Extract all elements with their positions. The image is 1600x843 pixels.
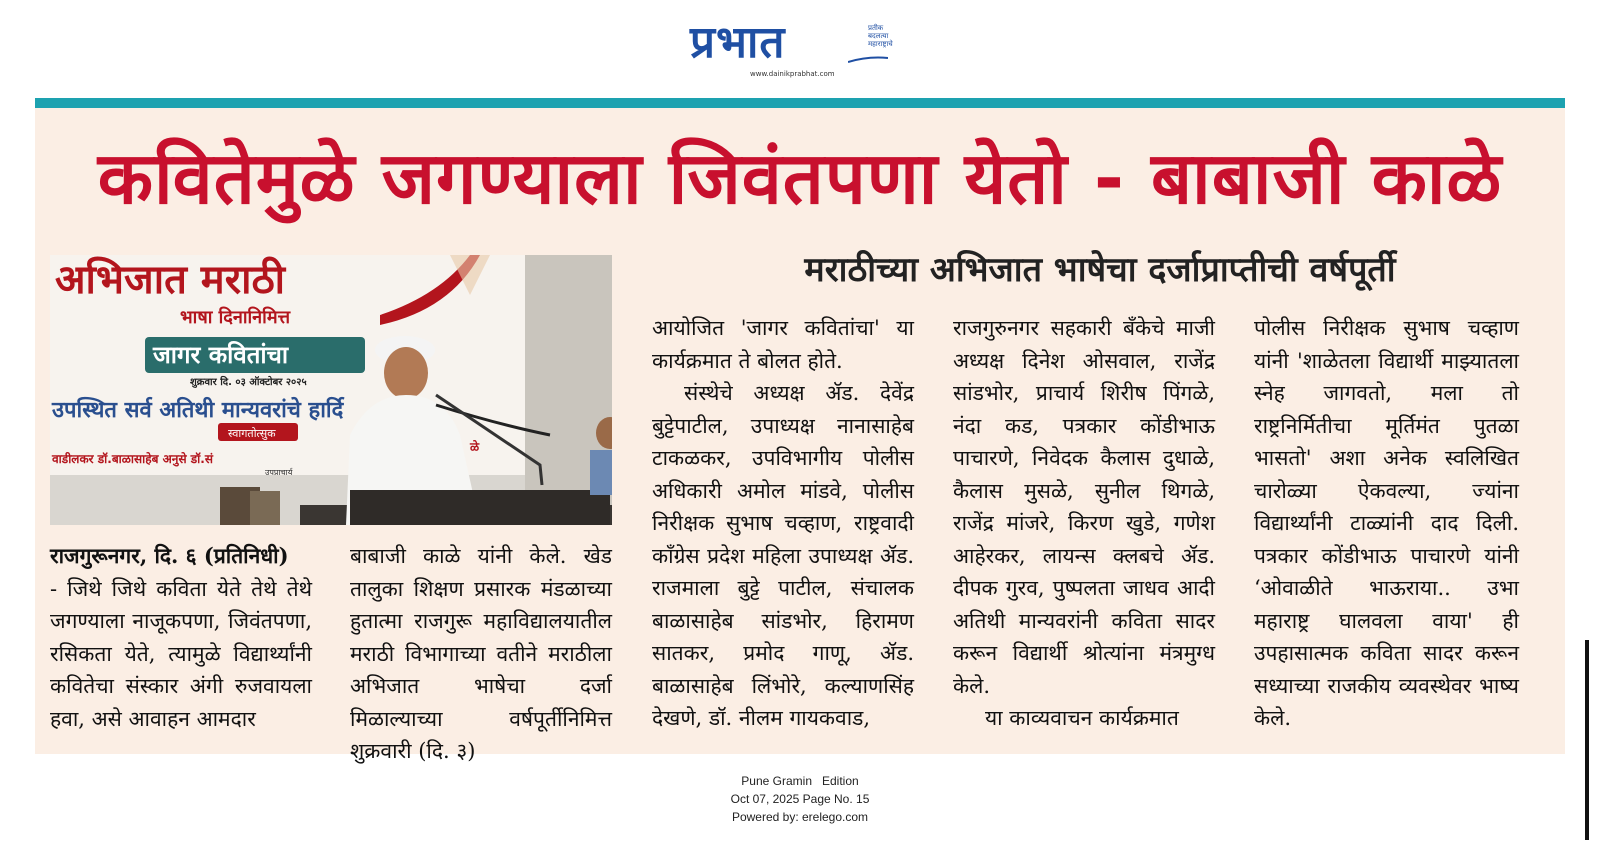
article-photo [50, 255, 612, 525]
article-column-3 [652, 312, 914, 735]
article-text: बाबाजी काळे यांनी केले. खेड तालुका शिक्षण प्रसारक मंडळाच्या हुतात्मा राजगुरू महाविद्यालयातील मराठी विभागाच्या वतीने मराठीला अभिजात भाषेचा दर्जा मिळाल्याच्या वर्षपूर्तीनिमित्त शुक्रवारी (दि. ३) [350, 544, 612, 763]
logo-tagline-line: महाराष्ट्राचे [868, 40, 893, 48]
logo-website: www.dainikprabhat.com [750, 70, 835, 78]
article-column-5 [1254, 312, 1519, 735]
logo-tagline [868, 24, 908, 48]
footer-edition: Pune Gramin Edition [741, 774, 859, 788]
banner-right: ळे [470, 440, 480, 454]
article-text: आयोजित 'जागर कवितांचा' या कार्यक्रमात ते बोलत होते. [652, 316, 914, 373]
article-column-4 [953, 312, 1215, 735]
masthead-logo [690, 18, 910, 80]
banner-names: वाडीलकर डॉ.बाळासाहेब अनुसे डॉ.सं [52, 452, 213, 466]
logo-text: प्रभात [690, 17, 786, 68]
event-photo-illustration [50, 255, 612, 525]
banner-date: शुक्रवार दि. ०३ ऑक्टोबर २०२५ [190, 377, 307, 388]
article-text: या काव्यवाचन कार्यक्रमात [985, 706, 1179, 730]
article-text: राजगुरुनगर सहकारी बँकेचे माजी अध्यक्ष दिनेश ओसवाल, राजेंद्र सांडभोर, प्राचार्य शिरीष पिंगळे, नंदा कड, पत्रकार कोंडीभाऊ पाचारणे, निवेदक कैलास दुधाळे, कैलास मुसळे, सुनील थिगळे, राजेंद्र मांजरे, किरण खुडे, गणेश आहेरकर, लायन्स क्लबचे ॲड. दीपक गुरव, पुष्पलता जाधव आदी अतिथी मान्यवरांनी कविता सादर करून विद्यार्थी श्रोत्यांना मंत्रमुग्ध केले. [953, 316, 1215, 698]
banner-guests: उपस्थित सर्व अतिथी मान्यवरांचे हार्दि [52, 398, 344, 423]
footer-date-page: Oct 07, 2025 Page No. 15 [730, 792, 870, 806]
article-subheadline: मराठीच्या अभिजात भाषेचा दर्जाप्राप्तीची वर्षपूर्ती [804, 250, 1396, 290]
article-text: - जिथे जिथे कविता येते तेथे तेथे जगण्याला नाजूकपणा, जिवंतपणा, रसिकता येते, त्यामुळे विद्यार्थ्यांनी कवितेचा संस्कार अंगी रुजवायला हवा, असे आवाहन आमदार [50, 576, 312, 731]
article-column-1 [50, 540, 312, 735]
page-footer [0, 772, 1600, 826]
article-text: पोलीस निरीक्षक सुभाष चव्हाण यांनी 'शाळेतला विद्यार्थी माझ्यातला स्नेह जागवतो, मला तो राष्ट्रनिर्मितीचा मूर्तिमंत पुतळा भासतो' अशा अनेक स्वलिखित चारोळ्या ऐकवल्या, ज्यांना विद्यार्थ्यांनी टाळ्यांनी दाद दिली. पत्रकार कोंडीभाऊ पाचारणे यांनी ‘ओवाळीते भाऊराया.. उभा महाराष्ट्र घालवला वाया' ही उपहासात्मक कविता सादर करून सध्याच्या राजकीय व्यवस्थेवर भाष्य केले. [1254, 316, 1519, 730]
banner-welcome: स्वागतोत्सुक [228, 427, 276, 440]
swoosh-icon [848, 54, 888, 64]
banner-sub: भाषा दिनानिमित्त [180, 307, 291, 328]
logo-tagline-line: बदलत्या [868, 32, 889, 40]
article-text: संस्थेचे अध्यक्ष ॲड. देवेंद्र बुट्टेपाटील, उपाध्यक्ष नानासाहेब टाकळकर, उपविभागीय पोलीस अधिकारी अमोल मांडवे, पोलीस निरीक्षक सुभाष चव्हाण, राष्ट्रवादी काँग्रेस प्रदेश महिला उपाध्यक्ष ॲड. राजमाला बुट्टे पाटील, संचालक बाळासाहेब सांडभोर, हिरामण सातकर, प्रमोद गाणू, ॲड. बाळासाहेब लिंभोरे, कल्याणसिंह देखणे, डॉ. नीलम गायकवाड, [652, 381, 914, 730]
article-column-2 [350, 540, 612, 768]
article-headline: कवितेमुळे जगण्याला जिवंतपणा येतो - बाबाजी काळे [97, 136, 1503, 220]
footer-powered: Powered by: erelego.com [731, 810, 869, 824]
logo-tagline-line: प्रतीक [868, 24, 884, 32]
news-clipping [35, 98, 1565, 763]
article-dateline: राजगुरूनगर, दि. ६ (प्रतिनिधी) [50, 543, 289, 568]
banner-event: जागर कवितांचा [153, 341, 289, 369]
banner-role: उपप्राचार्य [265, 468, 293, 477]
banner-title: अभिजात मराठी [55, 257, 286, 303]
